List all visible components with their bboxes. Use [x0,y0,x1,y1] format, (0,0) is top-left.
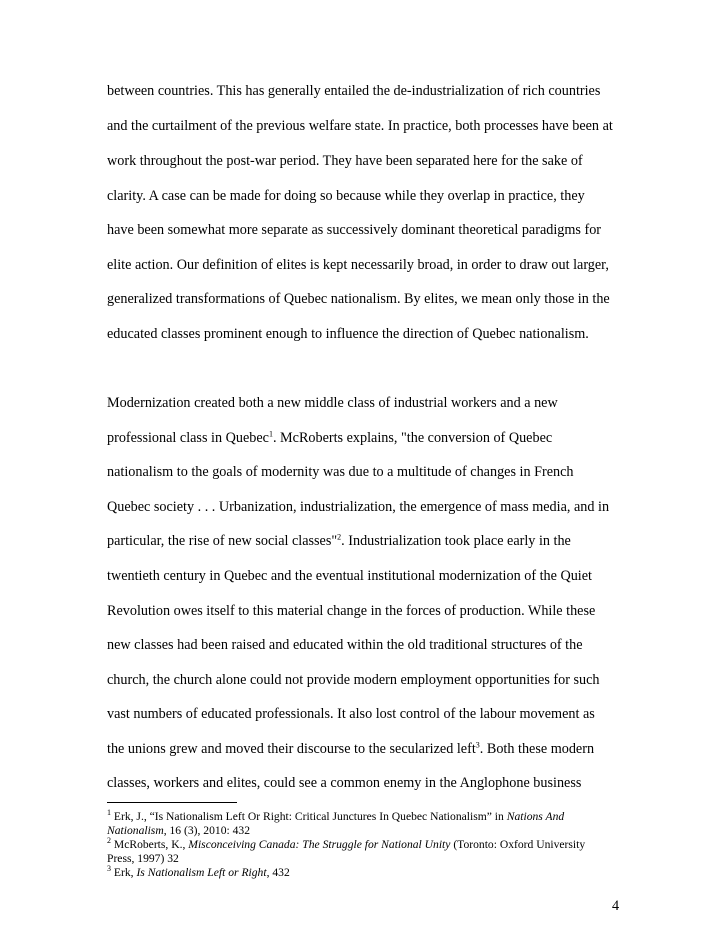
text-span: . Both these modern [479,741,595,757]
italic-title: Nationalism [107,824,164,837]
body-line: twentieth century in Quebec and the eventual institutional modernization of the Quiet [107,568,592,584]
italic-title: Misconceiving Canada: The Struggle for National Unity [188,838,451,851]
body-line: vast numbers of educated professionals. It also lost control of the labour movement as [107,706,595,722]
italic-title: Is Nationalism Left or Right [136,866,267,879]
body-line: educated classes prominent enough to influence the direction of Quebec nationalism. [107,326,589,342]
body-line: classes, workers and elites, could see a common enemy in the Anglophone business [107,775,582,791]
text-span: particular, the rise of new social classes" [107,533,338,549]
text-span: McRoberts, K., [111,838,189,851]
text-span: , 16 (3), 2010: 432 [163,824,251,837]
footnote-ref-3[interactable]: 3 [475,740,480,750]
body-line: between countries. This has generally entailed the de-industrialization of rich countries [107,83,601,99]
body-line [107,741,637,757]
footnote-number: 2 [107,836,111,846]
text-span: , 432 [266,866,290,879]
body-line: work throughout the post-war period. They have been separated here for the sake of [107,153,583,169]
italic-title: Nations And [506,810,565,823]
body-line: new classes had been raised and educated within the old traditional structures of the [107,637,583,653]
body-line: clarity. A case can be made for doing so because while they overlap in practice, they [107,188,585,204]
text-span: Erk, J., “Is Nationalism Left Or Right: Critical Junctures In Quebec Nationalism” in [111,810,507,823]
text-span: . Industrialization took place early in the [341,533,571,549]
text-span: . McRoberts explains, "the conversion of Quebec [272,430,553,446]
footnote-1-cont [107,824,637,838]
page-number: 4 [612,898,620,914]
footnote-2 [107,838,637,852]
text-span: the unions grew and moved their discourse to the secularized left [107,741,476,757]
footnote-1 [107,810,637,824]
footnote-separator [107,802,237,803]
body-line: Quebec society . . . Urbanization, industrialization, the emergence of mass media, and in [107,499,610,515]
body-line: nationalism to the goals of modernity was due to a multitude of changes in French [107,464,574,480]
body-line: have been somewhat more separate as successively dominant theoretical paradigms for [107,222,602,238]
footnote-number: 3 [107,864,111,874]
footnote-3 [107,866,637,880]
footnote-ref-1[interactable]: 1 [268,429,273,439]
text-span: Erk, [111,866,137,879]
body-line [107,533,637,549]
body-line: generalized transformations of Quebec nationalism. By elites, we mean only those in the [107,291,610,307]
text-span: (Toronto: Oxford University [450,838,586,851]
body-line: church, the church alone could not provide modern employment opportunities for such [107,672,600,688]
text-span: professional class in Quebec [107,430,269,446]
body-line: elite action. Our definition of elites is kept necessarily broad, in order to draw out larger, [107,257,609,273]
footnote-number: 1 [107,808,111,818]
footnote-2-cont: Press, 1997) 32 [107,852,179,865]
body-line [107,430,637,446]
body-line: Revolution owes itself to this material change in the forces of production. While these [107,603,596,619]
body-line: Modernization created both a new middle class of industrial workers and a new [107,395,558,411]
footnote-ref-2[interactable]: 2 [337,532,342,542]
body-line: and the curtailment of the previous welfare state. In practice, both processes have been at [107,118,613,134]
